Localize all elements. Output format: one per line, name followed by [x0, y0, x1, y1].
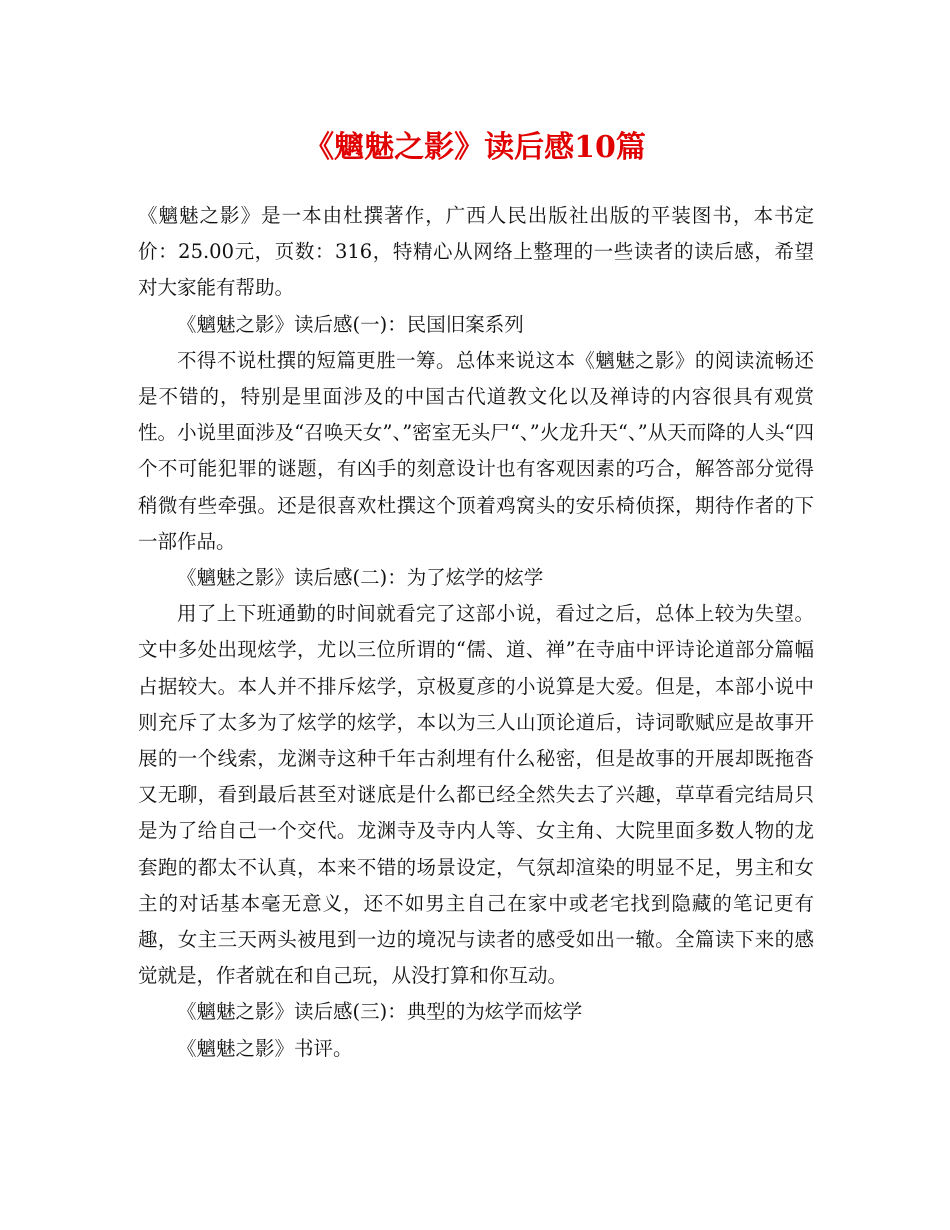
- document-body: [138, 198, 814, 1067]
- section-paragraph-2: 用了上下班通勤的时间就看完了这部小说，看过之后，总体上较为失望。文中多处出现炫学，尤以三位所谓的“儒、道、禅”在寺庙中评诗论道部分篇幅占据较大。本人并不排斥炫学，京极夏彦的小说算是大爱。但是，本部小说中则充斥了太多为了炫学的炫学，本以为三人山顶论道后，诗词歌赋应是故事开展的一个线索，龙渊寺这种千年古刹埋有什么秘密，但是故事的开展却既拖沓又无聊，看到最后甚至对谜底是什么都已经全然失去了兴趣，草草看完结局只是为了给自己一个交代。龙渊寺及寺内人等、女主角、大院里面多数人物的龙套跑的都太不认真，本来不错的场景设定，气氛却渲染的明显不足，男主和女主的对话基本毫无意义，还不如男主自己在家中或老宅找到隐藏的笔记更有趣，女主三天两头被甩到一边的境况与读者的感受如出一辙。全篇读下来的感觉就是，作者就在和自己玩，从没打算和你互动。: [138, 602, 814, 988]
- section-heading-3: 《魑魅之影》读后感(三)：典型的为炫学而炫学: [177, 1000, 583, 1024]
- section-heading-1: 《魑魅之影》读后感(一)：民国旧案系列: [177, 312, 524, 336]
- section-paragraph-3: 《魑魅之影》书评。: [177, 1036, 353, 1060]
- document-title: 《魑魅之影》读后感10篇: [304, 130, 646, 165]
- section-heading-2: 《魑魅之影》读后感(二)：为了炫学的炫学: [177, 566, 544, 590]
- section-paragraph-1: 不得不说杜撰的短篇更胜一筹。总体来说这本《魑魅之影》的阅读流畅还是不错的，特别是里面涉及的中国古代道教文化以及禅诗的内容很具有观赏性。小说里面涉及“召唤天女”、”密室无头尸“、”火龙升天“、”从天而降的人头“四个不可能犯罪的谜题，有凶手的刻意设计也有客观因素的巧合，解答部分觉得稍微有些牵强。还是很喜欢杜撰这个顶着鸡窝头的安乐椅侦探，期待作者的下一部作品。: [138, 348, 814, 553]
- intro-paragraph: 《魑魅之影》是一本由杜撰著作，广西人民出版社出版的平装图书，本书定价：25.00元，页数：316，特精心从网络上整理的一些读者的读后感，希望对大家能有帮助。: [138, 204, 814, 300]
